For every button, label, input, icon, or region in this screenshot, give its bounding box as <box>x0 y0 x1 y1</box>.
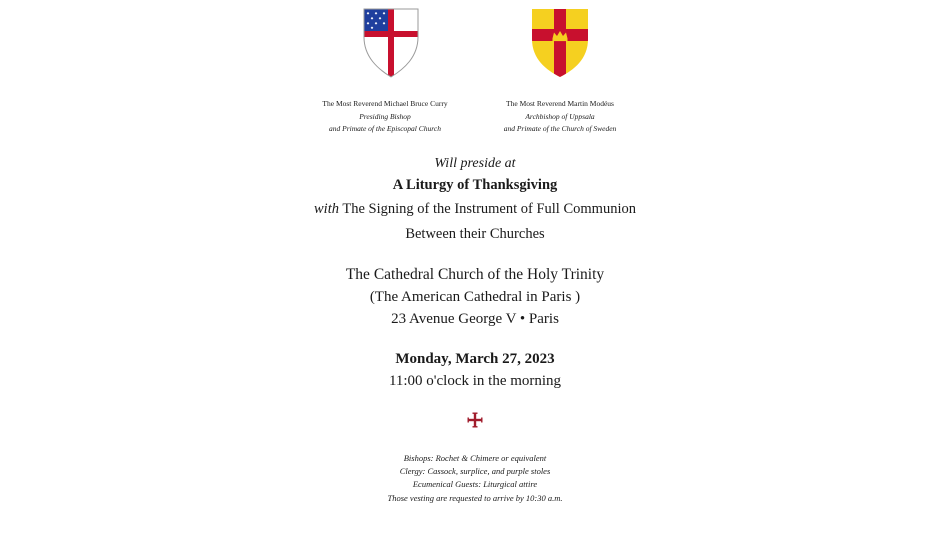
officiant-name: The Most Reverend Martin Modéus <box>506 99 614 108</box>
with-word: with <box>314 201 339 217</box>
episcopal-church-shield-icon <box>362 7 420 79</box>
attire-note: Clergy: Cassock, surplice, and purple stoles <box>399 466 551 476</box>
signing-text: The Signing of the Instrument of Full Communion <box>342 201 636 217</box>
officiant-modeus <box>460 98 660 136</box>
attire-note: Ecumenical Guests: Liturgical attire <box>412 479 538 489</box>
officiant-curry <box>285 98 485 136</box>
venue-name: The Cathedral Church of the Holy Trinity <box>345 266 605 283</box>
church-of-sweden-shield-icon <box>530 7 590 79</box>
venue-address: 23 Avenue George V • Paris <box>391 311 559 327</box>
event-time: 11:00 o'clock in the morning <box>388 373 562 389</box>
venue-alias: (The American Cathedral in Paris ) <box>369 289 581 305</box>
liturgy-title: A Liturgy of Thanksgiving <box>392 177 558 193</box>
officiant-role: Presiding Bishop <box>359 111 411 121</box>
officiant-role: Archbishop of Uppsala <box>525 111 595 121</box>
officiant-role: and Primate of the Episcopal Church <box>328 124 441 133</box>
signing-line <box>0 201 950 218</box>
cross-icon <box>467 412 483 428</box>
attire-note: Those vesting are requested to arrive by 10:30 a.m. <box>387 493 563 503</box>
attire-note: Bishops: Rochet & Chimere or equivalent <box>403 453 547 463</box>
preside-line: Will preside at <box>434 156 516 171</box>
officiant-name: The Most Reverend Michael Bruce Curry <box>322 99 448 108</box>
between-line: Between their Churches <box>405 226 545 242</box>
event-date: Monday, March 27, 2023 <box>395 351 555 367</box>
officiant-role: and Primate of the Church of Sweden <box>503 124 617 133</box>
